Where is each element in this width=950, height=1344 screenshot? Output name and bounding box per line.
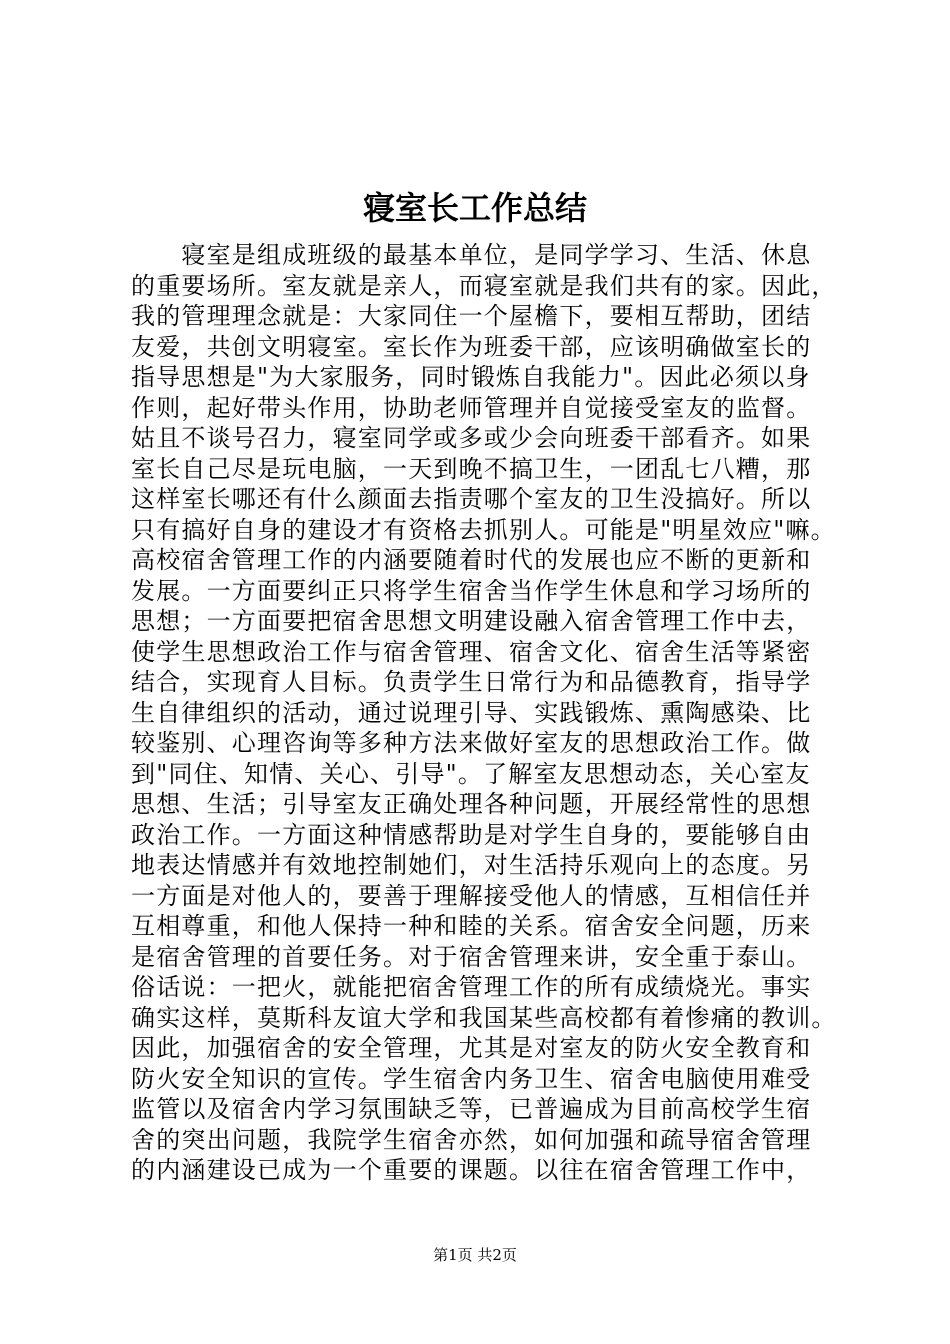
text-line: 作则，起好带头作用，协助老师管理并自觉接受室友的监督。 (131, 393, 812, 422)
text-line: 生自律组织的活动，通过说理引导、实践锻炼、熏陶感染、比 (131, 698, 812, 727)
text-line: 的重要场所。室友就是亲人，而寝室就是我们共有的家。因此， (131, 271, 837, 300)
text-line: 较鉴别、心理咨询等多种方法来做好室友的思想政治工作。做 (131, 729, 812, 757)
text-line: 我的管理理念就是：大家同住一个屋檐下，要相互帮助，团结 (131, 302, 812, 330)
text-line: 是宿舍管理的首要任务。对于宿舍管理来讲，安全重于泰山。 (131, 942, 812, 971)
text-line: 俗话说：一把火，就能把宿舍管理工作的所有成绩烧光。事实 (131, 973, 812, 1001)
text-line: 思想；一方面要把宿舍思想文明建设融入宿舍管理工作中去， (131, 607, 812, 635)
text-line: 室长自己尽是玩电脑，一天到晚不搞卫生，一团乱七八糟，那 (131, 454, 812, 483)
text-line: 监管以及宿舍内学习氛围缺乏等，已普遍成为目前高校学生宿 (131, 1095, 812, 1123)
text-line: 地表达情感并有效地控制她们，对生活持乐观向上的态度。另 (131, 851, 812, 879)
text-line: 发展。一方面要纠正只将学生宿舍当作学生休息和学习场所的 (131, 576, 812, 605)
text-line: 的内涵建设已成为一个重要的课题。以往在宿舍管理工作中， (131, 1156, 812, 1184)
text-line: 政治工作。一方面这种情感帮助是对学生自身的，要能够自由 (131, 820, 812, 849)
text-line: 结合，实现育人目标。负责学生日常行为和品德教育，指导学 (131, 668, 812, 696)
text-line: 友爱，共创文明寝室。室长作为班委干部，应该明确做室长的 (131, 332, 812, 361)
text-line: 舍的突出问题，我院学生宿舍亦然，如何加强和疏导宿舍管理 (131, 1125, 812, 1154)
page-title: 寝室长工作总结 (362, 189, 587, 227)
text-line: 到"同住、知情、关心、引导"。了解室友思想动态，关心室友 (131, 759, 811, 788)
text-line: 防火安全知识的宣传。学生宿舍内务卫生、宿舍电脑使用难受 (131, 1064, 812, 1093)
body-text (131, 240, 851, 1186)
text-line: 互相尊重，和他人保持一种和睦的关系。宿舍安全问题，历来 (131, 912, 812, 940)
text-line: 高校宿舍管理工作的内涵要随着时代的发展也应不断的更新和 (131, 546, 812, 574)
text-line: 寝室是组成班级的最基本单位，是同学学习、生活、休息 (131, 241, 812, 269)
text-line: 确实这样，莫斯科友谊大学和我国某些高校都有着惨痛的教训。 (131, 1003, 837, 1032)
text-line: 姑且不谈号召力，寝室同学或多或少会向班委干部看齐。如果 (131, 424, 812, 452)
text-line: 这样室长哪还有什么颜面去指责哪个室友的卫生没搞好。所以 (131, 485, 812, 513)
text-line: 使学生思想政治工作与宿舍管理、宿舍文化、宿舍生活等紧密 (131, 637, 812, 666)
text-line: 因此，加强宿舍的安全管理，尤其是对室友的防火安全教育和 (131, 1034, 812, 1062)
text-line: 一方面是对他人的，要善于理解接受他人的情感，互相信任并 (131, 881, 812, 910)
text-line: 思想、生活；引导室友正确处理各种问题，开展经常性的思想 (131, 790, 812, 818)
page-number-footer: 第1页 共2页 (433, 1246, 517, 1264)
text-line: 指导思想是"为大家服务，同时锻炼自我能力"。因此必须以身 (131, 363, 811, 391)
text-line: 只有搞好自身的建设才有资格去抓别人。可能是"明星效应"嘛。 (131, 515, 836, 544)
